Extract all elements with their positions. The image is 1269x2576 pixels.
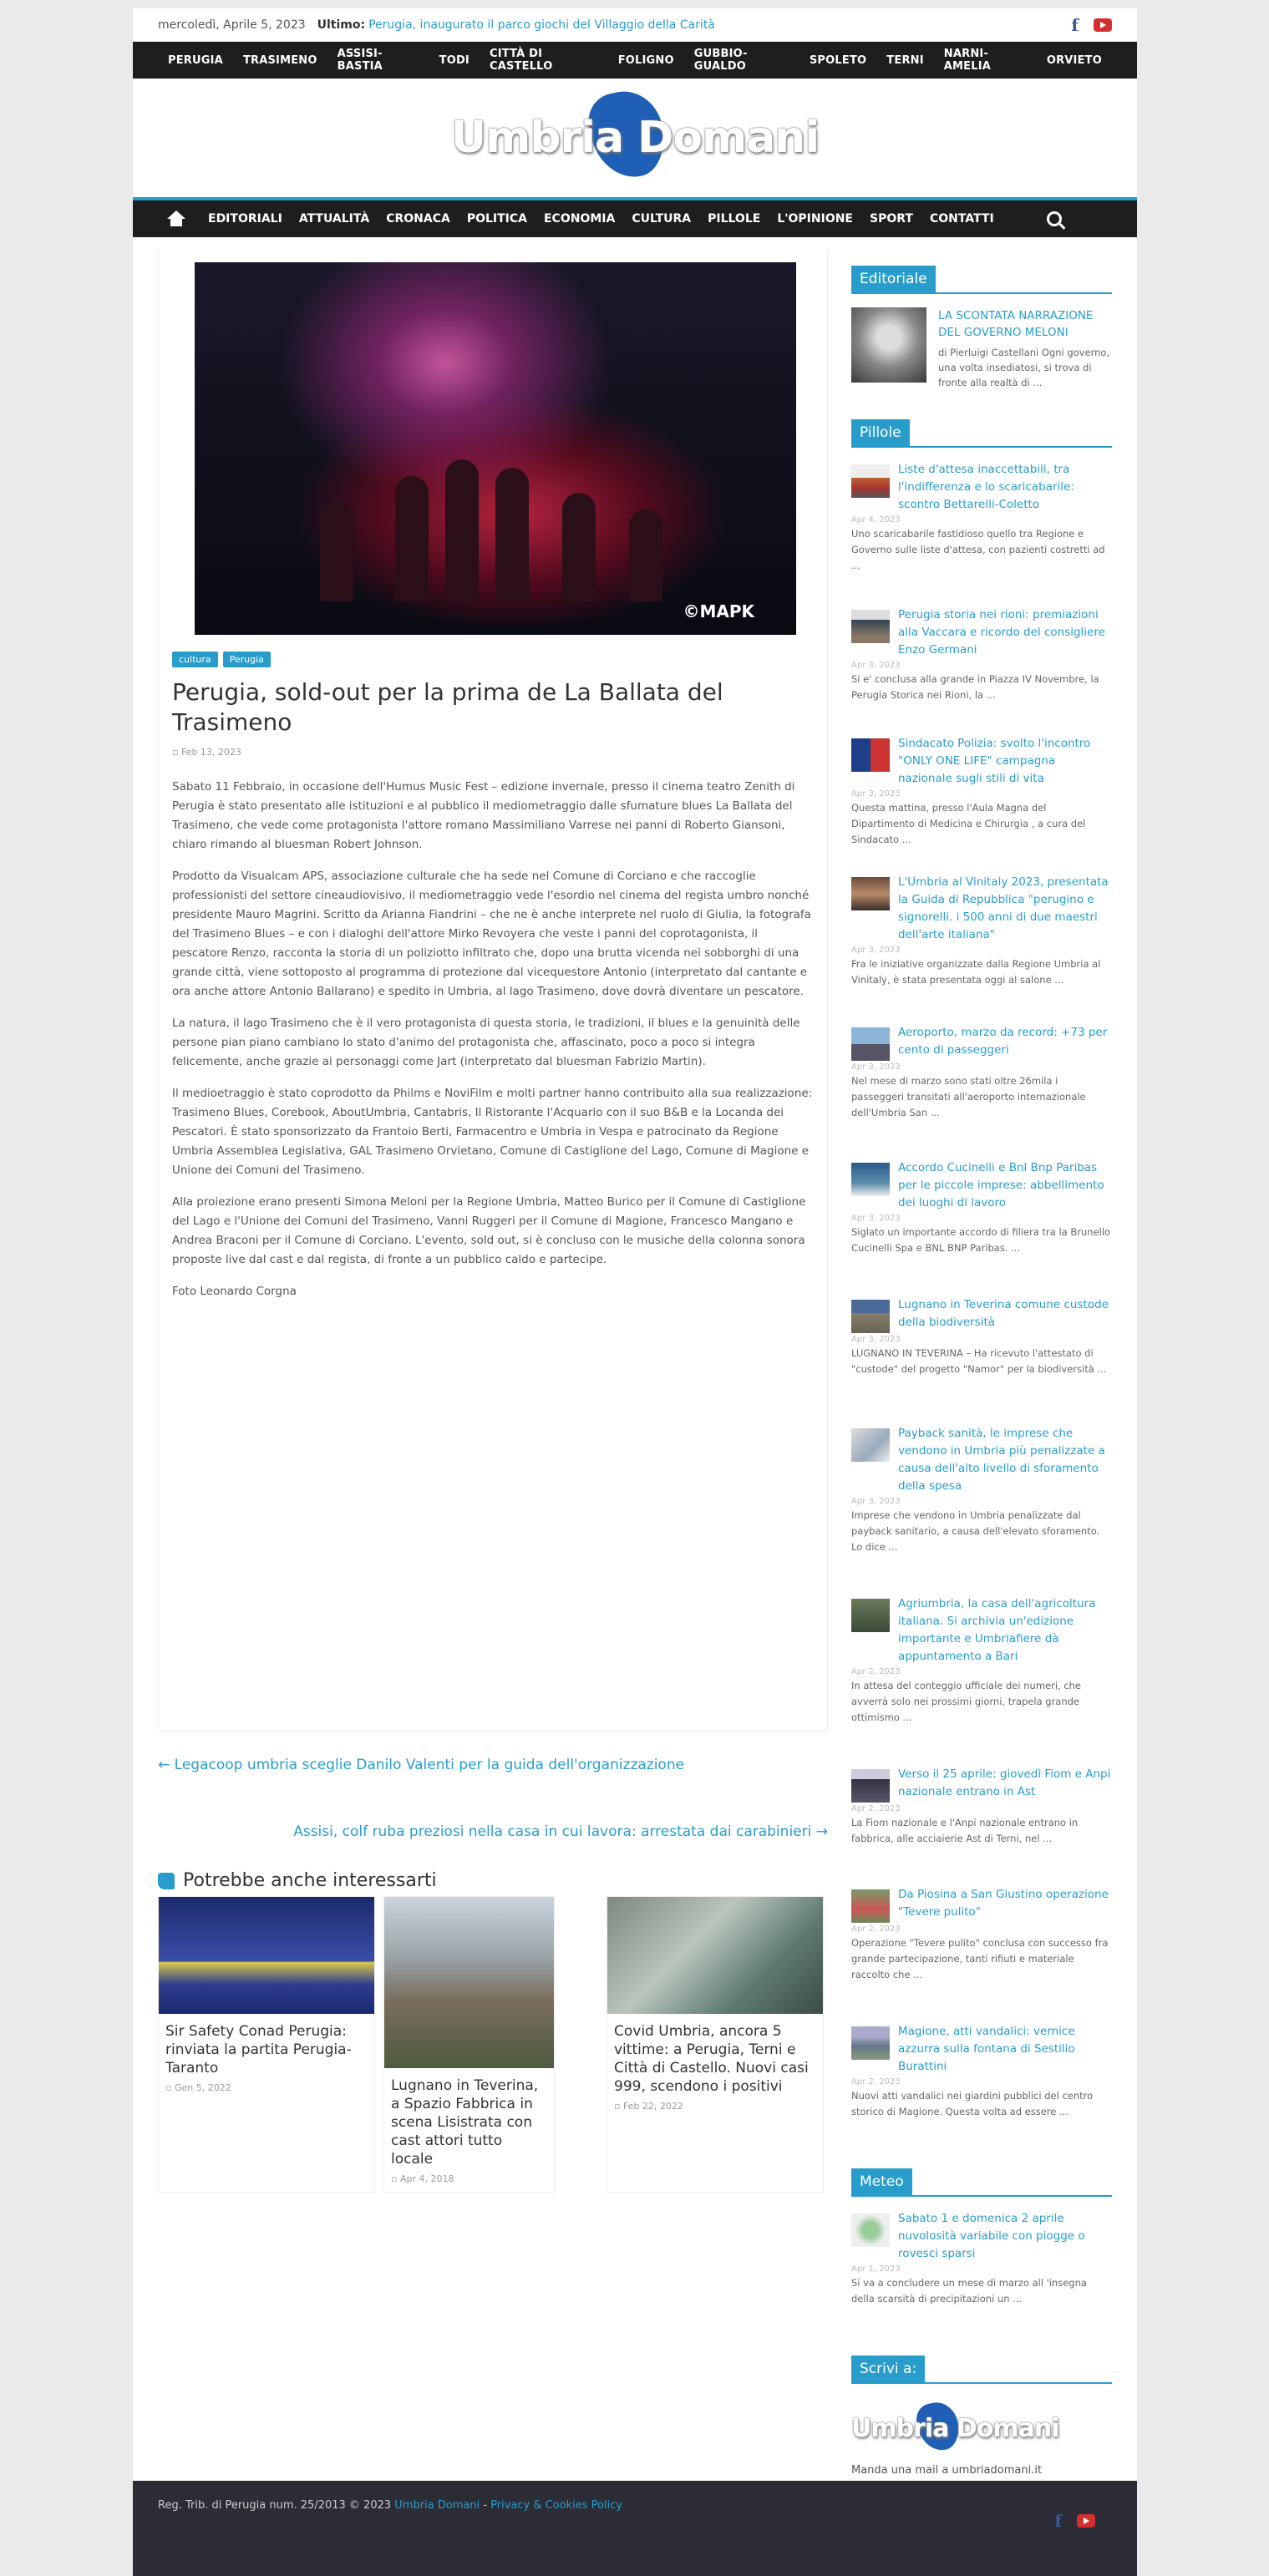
youtube-icon[interactable] — [1094, 18, 1112, 32]
pillole-date: Apr 3, 2023 — [851, 789, 901, 799]
pillole-date: Apr 2, 2023 — [851, 1666, 901, 1676]
pillole-item[interactable] — [851, 1425, 1112, 1584]
article — [158, 249, 828, 1732]
main-nav-item[interactable]: CULTURA — [632, 212, 692, 226]
editoriale-excerpt: di Pierluigi Castellani Ogni governo, una volta insediatosi, si trova di fronte alla realtà di ... — [938, 346, 1110, 389]
city-nav-item[interactable]: GUBBIO-GUALDO — [693, 48, 748, 73]
pillole-thumb — [851, 1428, 890, 1462]
main-nav-item[interactable]: PILLOLE — [708, 212, 761, 226]
pillole-title[interactable]: Accordo Cucinelli e Bnl Bnp Paribas per le piccole imprese: abbellimento dei luoghi di lavoro — [898, 1160, 1104, 1209]
pillole-title[interactable]: Agriumbria, la casa dell'agricoltura italiana. Si archivia un'edizione importante e Umbriafiere dà appuntamento a Bari — [898, 1596, 1096, 1663]
pillole-title[interactable]: Sindacato Polizia: svolto l'incontro "ONLY ONE LIFE" campagna nazionale sugli stili di vita — [898, 736, 1091, 785]
article-paragraph: Sabato 11 Febbraio, in occasione dell'Humus Music Fest – edizione invernale, presso il cinema teatro Zenith di Perugia è stato presentato alle istituzioni e al pubblico il mediometraggio dalle sfumature blues La Ballata del Trasimeno, che vede come protagonista l'attore romano Massimiliano Varrese nei panni di Roberto Giansoni, chiaro rimando al bluesman Robert Johnson. — [172, 779, 795, 851]
widget-heading: Pillole — [851, 419, 910, 446]
pillole-title[interactable]: L'Umbria al Vinitaly 2023, presentata la Guida di Repubblica "perugino e signorelli. i 500 anni di due maestri dell'arte italiana" — [898, 875, 1109, 941]
footer-social-links — [1054, 2511, 1095, 2531]
pillole-date: Apr 4, 2023 — [851, 515, 901, 525]
pillole-item[interactable] — [851, 1296, 1112, 1413]
main-nav-item[interactable]: ATTUALITÀ — [298, 212, 370, 226]
header-logo-area — [133, 79, 1137, 200]
social-links — [1071, 15, 1112, 35]
pillole-date: Apr 2, 2023 — [851, 1803, 901, 1813]
pillole-thumb — [851, 1769, 890, 1803]
latest-news-ticker[interactable]: Perugia, inaugurato il parco giochi del Villaggio della Carità — [368, 18, 715, 32]
pillole-excerpt: Nel mese di marzo sono stati oltre 26mila i passeggeri transitati all'aeroporto internazionale dell'Umbria San ... — [851, 1074, 1086, 1118]
related-card-title: Lugnano in Teverina, a Spazio Fabbrica in scena Lisistrata con cast attori tutto locale — [391, 2077, 539, 2168]
meteo-date: Apr 1, 2023 — [851, 2264, 901, 2274]
editoriale-item[interactable] — [851, 307, 1112, 391]
top-bar — [133, 8, 1137, 42]
pillole-item[interactable] — [851, 1886, 1112, 2011]
pillole-title[interactable]: Aeroporto, marzo da record: +73 per cento di passeggeri — [898, 1025, 1108, 1057]
current-date: mercoledì, Aprile 5, 2023 — [158, 18, 306, 32]
related-card-image — [384, 1897, 554, 2068]
youtube-icon[interactable] — [1077, 2514, 1095, 2528]
previous-post-link[interactable]: ← Legacoop umbria sceglie Danilo Valenti per la guida dell'organizzazione — [158, 1757, 685, 1773]
pillole-item[interactable] — [851, 606, 1112, 723]
pillole-item[interactable] — [851, 1024, 1112, 1148]
pillole-thumb — [851, 1889, 890, 1923]
image-credit: ©MAPK — [683, 601, 754, 621]
pillole-thumb — [851, 1163, 890, 1196]
pillole-item[interactable] — [851, 1766, 1112, 1874]
tag-perugia[interactable]: Perugia — [223, 652, 271, 667]
pillole-title[interactable]: Da Piosina a San Giustino operazione "Tevere pulito" — [898, 1887, 1109, 1919]
city-nav-item[interactable]: TODI — [439, 53, 470, 67]
pillole-excerpt: Nuovi atti vandalici nei giardini pubblici del centro storico di Magione. Questa volta ad essere ... — [851, 2089, 1094, 2117]
article-date-text: Feb 13, 2023 — [180, 746, 241, 758]
widget-heading: Meteo — [851, 2168, 912, 2195]
article-title: Perugia, sold-out per la prima de La Ballata del Trasimeno — [172, 678, 723, 737]
pillole-title[interactable]: Verso il 25 aprile: giovedì Fiom e Anpi nazionale entrano in Ast — [898, 1767, 1111, 1798]
city-nav-item[interactable]: ORVIETO — [1046, 53, 1102, 67]
article-tags — [172, 652, 814, 667]
footer-separator: - — [480, 2499, 491, 2512]
pillole-excerpt: Si e' conclusa alla grande in Piazza IV Novembre, la Perugia Storica nei Rioni, la ... — [851, 672, 1099, 701]
footer-site-link[interactable]: Umbria Domani — [394, 2499, 480, 2512]
facebook-icon[interactable]: f — [1071, 14, 1079, 35]
related-card-title: Sir Safety Conad Perugia: rinviata la partita Perugia-Taranto — [165, 2023, 352, 2077]
article-paragraph: Alla proiezione erano presenti Simona Meloni per la Regione Umbria, Matteo Burico per il Comune di Castiglione del Lago e l'Unione dei Comuni del Trasimeno, Vanni Ruggeri per il Comune di Magione, Francesco Mangano e Andrea Braconi per il Comune di Corciano. L'evento, sold out, si è concluso con le musiche della colonna sonora proposte live dal cast e dal regista, di fronte a un pubblico caldo e partecipe. — [172, 1194, 806, 1266]
article-paragraph: La natura, il lago Trasimeno che è il vero protagonista di questa storia, le tradizioni, il blues e la genuinità delle persone pian piano cambiano lo stato d'animo del protagonista che, affascinato, poco a poco si integra felicemente, anche grazie ai personaggi come Jart (interpretato dal bluesman Fabrizio Martin). — [172, 1016, 800, 1068]
related-card-date-text: Feb 22, 2022 — [622, 2101, 683, 2112]
city-nav-item[interactable]: TRASIMENO — [242, 53, 317, 67]
related-card-date-text: Apr 4, 2018 — [399, 2173, 454, 2185]
pillole-excerpt: Fra le iniziative organizzate dalla Regione Umbria al Vinitaly, è stata presentata oggi al salone ... — [851, 957, 1101, 986]
main-nav — [133, 200, 1137, 237]
pillole-item[interactable] — [851, 1595, 1112, 1754]
city-nav-item[interactable]: TERNI — [886, 53, 924, 67]
widget-heading: Editoriale — [851, 266, 936, 292]
pillole-thumb — [851, 2026, 890, 2060]
sidebar — [851, 266, 1112, 2494]
scrivi-text: Manda una mail a umbriadomani.it — [851, 2463, 1043, 2477]
meteo-excerpt: Si va a concludere un mese di marzo all 'insegna della scarsità di precipitazioni un ... — [851, 2276, 1087, 2305]
related-heading-text: Potrebbe anche interessarti — [183, 1870, 437, 1891]
related-heading — [158, 1870, 828, 1891]
privacy-policy-link[interactable]: Privacy & Cookies Policy — [490, 2499, 623, 2512]
footer-copyright — [158, 2499, 622, 2512]
related-posts — [158, 1896, 828, 2193]
thumbs-up-icon — [158, 1873, 175, 1889]
pillole-thumb — [851, 738, 890, 772]
meteo-item[interactable] — [851, 2210, 1112, 2344]
pillole-excerpt: Siglato un importante accordo di filiera tra la Brunello Cucinelli Spa e BNL BNP Paribas. ... — [851, 1225, 1111, 1254]
article-date: ▫ Feb 13, 2023 — [172, 746, 241, 758]
pillole-item[interactable] — [851, 461, 1112, 595]
pillole-excerpt: Operazione "Tevere pulito" conclusa con successo fra grande partecipazione, tanti rifiuti e materiale raccolto che ... — [851, 1936, 1109, 1980]
related-card[interactable] — [607, 1896, 824, 2193]
pillole-date: Apr 2, 2023 — [851, 2077, 901, 2087]
footer-text: Reg. Trib. di Perugia num. 25/2013 © 2023 — [158, 2499, 395, 2512]
pillole-excerpt: La Fiom nazionale e l'Anpi nazionale entrano in fabbrica, alle acciaierie Ast di Terni, nel ... — [851, 1816, 1079, 1844]
related-card-date: ▫ Apr 4, 2018 — [391, 2173, 454, 2185]
related-card[interactable] — [158, 1896, 375, 2193]
pillole-thumb — [851, 1599, 890, 1632]
tag-cultura[interactable]: cultura — [172, 652, 218, 667]
pillole-excerpt: In attesa del conteggio ufficiale dei numeri, che avverrà solo nei prossimi giorni, trapela grande ottimismo ... — [851, 1679, 1082, 1723]
city-nav-item[interactable]: FOLIGNO — [617, 53, 674, 67]
related-card-date: ▫ Feb 22, 2022 — [614, 2101, 683, 2112]
article-paragraph: Il medioetraggio è stato coprodotto da Philms e NoviFilm e molti partner hanno contribuito alla sua realizzazione: Trasimeno Blues, Corebook, AboutUmbria, Cantabris, Il Ristorante l'Acquario con il suo B&B e la Locanda dei Pescatori. È stato sponsorizzato da Frantoio Berti, Farmacentro e Umbria in Vespa e patrocinato da Regione Umbria Assemblea Legislativa, GAL Trasimeno Orvietano, Comune di Castiglione del Lago, Comune di Magione e Unione dei Comuni del Trasimeno. — [172, 1086, 813, 1177]
article-body — [172, 778, 814, 1301]
site-logo-text: Umbria Domani — [450, 113, 820, 163]
pillole-excerpt: Uno scaricabarile fastidioso quello tra Regione e Governo sulle liste d'attesa, con pazienti costretti ad ... — [851, 527, 1105, 571]
widget-title-pillole — [851, 419, 1112, 448]
scrivi-logo-image — [851, 2414, 1112, 2443]
pillole-title[interactable]: Lugnano in Teverina comune custode della biodiversità — [898, 1297, 1109, 1329]
pillole-title[interactable]: Magione, atti vandalici: vernice azzurra sulla fontana di Sestilio Burattini — [898, 2024, 1075, 2073]
pillole-item[interactable] — [851, 874, 1112, 1012]
city-nav-item[interactable]: CITTÀ DI CASTELLO — [489, 48, 553, 73]
widget-title-meteo — [851, 2168, 1112, 2197]
meteo-thumb — [851, 2213, 890, 2247]
pillole-date: Apr 3, 2023 — [851, 1062, 901, 1072]
pillole-item[interactable] — [851, 1159, 1112, 1285]
home-icon[interactable] — [166, 210, 186, 227]
pillole-title[interactable]: Liste d'attesa inaccettabili, tra l'indifferenza e lo scaricabarile: scontro Bettarelli-Coletto — [898, 462, 1074, 511]
photo-credit: Foto Leonardo Corgna — [172, 1284, 297, 1298]
page-wrapper — [133, 8, 1137, 2576]
related-card[interactable] — [383, 1896, 555, 2193]
city-nav-item[interactable]: ASSISI-BASTIA — [337, 48, 383, 73]
pillole-excerpt: Questa mattina, presso l'Aula Magna del Dipartimento di Medicina e Chirurgia , a cura del Sindacato ... — [851, 801, 1086, 845]
facebook-icon[interactable]: f — [1054, 2511, 1062, 2531]
pillole-date: Apr 3, 2023 — [851, 660, 901, 670]
search-icon[interactable] — [1047, 211, 1062, 226]
meteo-title[interactable]: Sabato 1 e domenica 2 aprile nuvolosità variabile con piogge o rovesci sparsi — [898, 2211, 1085, 2260]
widget-heading: Scrivi a: — [851, 2355, 925, 2382]
pillole-date: Apr 3, 2023 — [851, 1496, 901, 1506]
pillole-thumb — [851, 464, 890, 498]
pillole-date: Apr 3, 2023 — [851, 1213, 901, 1223]
pillole-title[interactable]: Payback sanità, le imprese che vendono in Umbria più penalizzate a causa dell'alto livello di sforamento della spesa — [898, 1426, 1105, 1493]
article-paragraph: Prodotto da Visualcam APS, associazione culturale che ha sede nel Comune di Corciano e che raccoglie professionisti del settore cineaudiovisivo, il mediometraggio vede l'esordio nel cinema del regista umbro nonché presidente Mauro Magrini. Scritto da Arianna Fiandrini – che ne è anche interprete nel ruolo di Giulia, la fotografa del Trasimeno Blues – e con i dialoghi dell'attore Mirko Revoyera che veste i panni del coprotagonista, il pescatore Renzo, racconta la storia di un poliziotto infiltrato che, dopo una brutta vicenda nei sobborghi di una grande città, viene sottoposto al programma di protezione dal vicequestore Antonio (interpretato dal cantante e ora anche attore Antonio Ballarano) e spedito in Umbria, al lago Trasimeno, dove dovrà diventare un pescatore. — [172, 869, 811, 998]
site-logo[interactable] — [451, 113, 819, 163]
city-nav — [133, 42, 1137, 79]
widget-title-editoriale — [851, 266, 1112, 294]
pillole-list — [851, 461, 1112, 2157]
pillole-item[interactable] — [851, 2023, 1112, 2157]
main-content — [158, 249, 828, 2193]
pillole-title[interactable]: Perugia storia nei rioni: premiazioni alla Vaccara e ricordo del consigliere Enzo Germani — [898, 607, 1105, 657]
pillole-thumb — [851, 610, 890, 643]
related-card-date: ▫ Gen 5, 2022 — [165, 2082, 231, 2094]
main-nav-item[interactable]: SPORT — [870, 212, 913, 226]
pillole-date: Apr 2, 2023 — [851, 1924, 901, 1934]
widget-title-scrivi — [851, 2355, 1112, 2384]
editoriale-image — [851, 307, 926, 383]
city-nav-item[interactable]: SPOLETO — [809, 53, 867, 67]
related-card-image — [607, 1897, 823, 2014]
main-nav-item[interactable]: ECONOMIA — [543, 212, 616, 226]
city-nav-item[interactable]: PERUGIA — [168, 53, 223, 67]
pillole-thumb — [851, 1300, 890, 1333]
pillole-date: Apr 3, 2023 — [851, 945, 901, 955]
related-card-date-text: Gen 5, 2022 — [174, 2082, 231, 2094]
next-post-link[interactable]: Assisi, colf ruba preziosi nella casa in cui lavora: arrestata dai carabinieri → — [293, 1823, 828, 1840]
related-card-title: Covid Umbria, ancora 5 vittime: a Perugia, Terni e Città di Castello. Nuovi casi 999, scendono i positivi — [614, 2023, 809, 2096]
related-card-image — [159, 1897, 374, 2014]
main-nav-item[interactable]: POLITICA — [466, 212, 527, 226]
pillole-thumb — [851, 877, 890, 910]
editoriale-title[interactable]: LA SCONTATA NARRAZIONE DEL GOVERNO MELONI — [938, 309, 1094, 340]
city-nav-item[interactable]: NARNI-AMELIA — [943, 48, 992, 73]
pillole-thumb — [851, 1027, 890, 1061]
scrivi-logo — [851, 2397, 1112, 2456]
pillole-item[interactable] — [851, 735, 1112, 862]
main-nav-item[interactable]: EDITORIALI — [208, 212, 282, 226]
main-nav-item[interactable]: CRONACA — [386, 212, 450, 226]
article-feature-image — [195, 262, 796, 635]
pillole-excerpt: Imprese che vendono in Umbria penalizzate dal payback sanitario, a causa dell'elevato sforamento. Lo dice ... — [851, 1509, 1100, 1553]
pillole-excerpt: LUGNANO IN TEVERINA – Ha ricevuto l'attestato di "custode" del progetto "Namor" per la biodiversità ... — [851, 1346, 1107, 1375]
footer — [133, 2481, 1137, 2576]
pillole-date: Apr 3, 2023 — [851, 1334, 901, 1344]
main-nav-item[interactable]: CONTATTI — [929, 212, 994, 226]
main-nav-item[interactable]: L'OPINIONE — [777, 212, 853, 226]
scrivi-logo-text: Umbria Domani — [851, 2413, 1059, 2443]
latest-label: Ultimo: — [317, 18, 366, 32]
